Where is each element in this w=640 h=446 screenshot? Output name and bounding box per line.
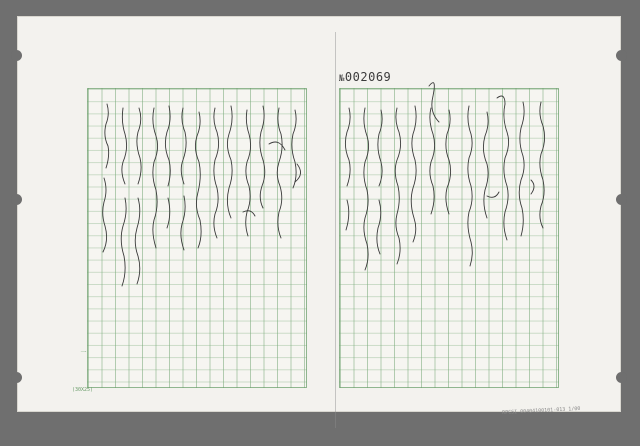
right-page-handwriting xyxy=(345,83,544,270)
serial-value: 002069 xyxy=(344,70,392,84)
left-page-number: 一 xyxy=(79,349,86,355)
archive-id: RPCSI 00404100101-013 1/00 xyxy=(502,405,581,416)
left-page-handwriting xyxy=(103,104,301,286)
handwritten-text-strokes xyxy=(17,16,621,412)
serial-number xyxy=(339,70,391,84)
manuscript-sheet xyxy=(17,16,621,412)
printer-code: (30X25) xyxy=(72,387,94,393)
center-fold xyxy=(335,32,336,428)
serial-prefix: № xyxy=(339,74,345,84)
